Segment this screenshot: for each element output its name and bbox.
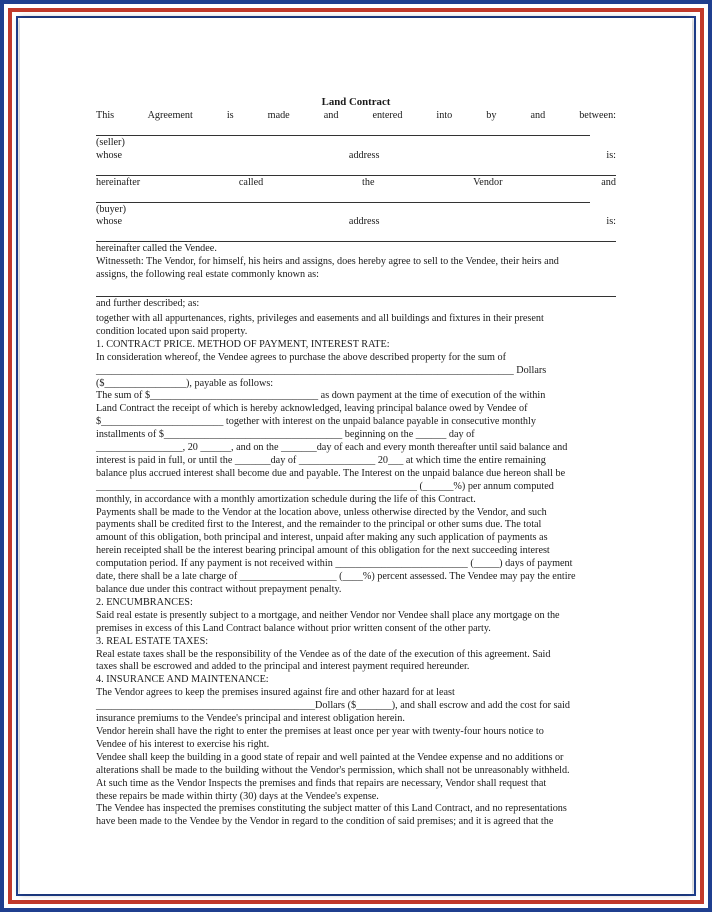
computation-period-line: computation period. If any payment is not received within __________________________ (_____) days of payment xyxy=(96,558,573,570)
late-charge-line: date, there shall be a late charge of ___________________ (____%) percent assessed. The Vendee may pay the entire xyxy=(96,571,576,583)
seller-label: (seller) xyxy=(96,136,125,148)
inspection-line-1: At such time as the Vendor Inspects the premises and finds that repairs are necessary, Vendor shall request that xyxy=(96,777,547,789)
witnesseth-line-2: assigns, the following real estate commonly known as: xyxy=(96,269,319,281)
witnesseth-line-1: Witnesseth: The Vendor, for himself, his heirs and assigns, does hereby agree to sell to the Vendee, their heirs and xyxy=(96,256,559,268)
unpaid-balance-line: $________________________ together with interest on the unpaid balance payable in consecutive monthly xyxy=(96,416,536,428)
dollars-blank-line: __________________________________________________________________________________ Dollars xyxy=(96,364,547,376)
representations-line-1: The Vendee has inspected the premises constituting the subject matter of this Land Contract, and no representations xyxy=(96,803,567,815)
insurance-line-1: The Vendor agrees to keep the premises insured against fire and other hazard for at least xyxy=(96,687,455,699)
buyer-name-blank xyxy=(96,190,590,203)
insurance-line-2: ___________________________________________Dollars ($_______), and shall escrow and add the cost for said xyxy=(96,700,570,712)
inspection-line-2: these repairs be made within thirty (30) days at the Vendee's expense. xyxy=(96,790,379,802)
vendor-called-line: hereinafter called the Vendor and xyxy=(96,176,616,188)
payments-location-line: Payments shall be made to the Vendor at the location above, unless otherwise directed by the Vendor, and such xyxy=(96,506,547,518)
representations-line-2: have been made to the Vendee by the Vendor in regard to the condition of said premises; and it is agreed that the xyxy=(96,816,554,828)
buyer-label: (buyer) xyxy=(96,203,126,215)
document-title: Land Contract xyxy=(321,96,391,108)
entry-right-line-1: Vendor herein shall have the right to enter the premises at least once per year with twenty-four hours notice to xyxy=(96,725,544,737)
installments-line: installments of $___________________________________ beginning on the ______ day of xyxy=(96,429,475,441)
section-4-heading: 4. INSURANCE AND MAINTENANCE: xyxy=(96,674,269,686)
section-2-heading: 2. ENCUMBRANCES: xyxy=(96,596,193,608)
vendee-called-line: hereinafter called the Vendee. xyxy=(96,243,217,255)
amortization-line: monthly, in accordance with a monthly amortization schedule during the life of this Contract. xyxy=(96,493,476,505)
payable-line: ($________________), payable as follows: xyxy=(96,377,274,389)
obligation-amount-line: amount of this obligation, both principal and interest, unpaid after making any such application of payments as xyxy=(96,532,548,544)
section-1-heading: 1. CONTRACT PRICE. METHOD OF PAYMENT, INTEREST RATE: xyxy=(96,338,390,350)
accrued-interest-line: balance plus accrued interest shall become due and payable. The Interest on the unpaid balance due hereon shall be xyxy=(96,467,566,479)
further-described-line: and further described; as: xyxy=(96,298,200,310)
taxes-line-1: Real estate taxes shall be the responsibility of the Vendee as of the date of the execution of this agreement. Said xyxy=(96,648,551,660)
payments-credited-line: payments shall be credited first to the Interest, and the remainder to the principal or other sums due. The total xyxy=(96,519,542,531)
contract-body xyxy=(96,96,616,829)
paid-in-full-line: interest is paid in full, or until the _______day of _______________ 20___ at which time the entire remaining xyxy=(96,454,546,466)
section-3-heading: 3. REAL ESTATE TAXES: xyxy=(96,635,209,647)
seller-address-blank xyxy=(96,163,616,176)
entry-right-line-2: Vendee of his interest to exercise his right. xyxy=(96,738,270,750)
prepayment-line: balance due under this contract without prepayment penalty. xyxy=(96,584,342,595)
taxes-line-2: taxes shall be escrowed and added to the principal and interest payment required hereunder. xyxy=(96,661,470,673)
mortgage-line-2: premises in excess of this Land Contract balance without prior written consent of the other party. xyxy=(96,622,491,634)
mortgage-line-1: Said real estate is presently subject to a mortgage, and neither Vendor nor Vendee shall place any mortgage on the xyxy=(96,609,560,621)
seller-name-blank xyxy=(96,123,590,136)
repair-line-2: alterations shall be made to the building without the Vendor's permission, which shall not be unreasonably withheld. xyxy=(96,764,570,776)
consideration-line: In consideration whereof, the Vendee agrees to purchase the above described property for the sum of xyxy=(96,351,506,363)
buyer-address-line: whose address is: xyxy=(96,216,616,228)
property-address-blank xyxy=(96,284,616,297)
buyer-address-blank xyxy=(96,229,616,242)
repair-line-1: Vendee shall keep the building in a good state of repair and well painted at the Vendee expense and no additions or xyxy=(96,751,564,763)
receipt-line: Land Contract the receipt of which is hereby acknowledged, leaving principal balance owed by Vendee of xyxy=(96,403,528,415)
per-annum-line: _______________________________________________________________ (______%) per annum computed xyxy=(96,480,554,492)
intro-line: This Agreement is made and entered into by and between: xyxy=(96,109,616,121)
insurance-line-3: insurance premiums to the Vendee's principal and interest obligation herein. xyxy=(96,713,405,725)
seller-address-line: whose address is: xyxy=(96,149,616,161)
appurtenances-line-1: together with all appurtenances, rights, privileges and easements and all buildings and fixtures in their present xyxy=(96,312,544,324)
appurtenances-line-2: condition located upon said property. xyxy=(96,325,248,337)
receipted-line: herein receipted shall be the interest bearing principal amount of this obligation for the next succeeding interest xyxy=(96,545,550,557)
down-payment-line: The sum of $_________________________________ as down payment at the time of execution of the within xyxy=(96,390,546,402)
each-month-line: _________________, 20 ______, and on the _______day of each and every month thereafter until said balance and xyxy=(96,442,568,454)
